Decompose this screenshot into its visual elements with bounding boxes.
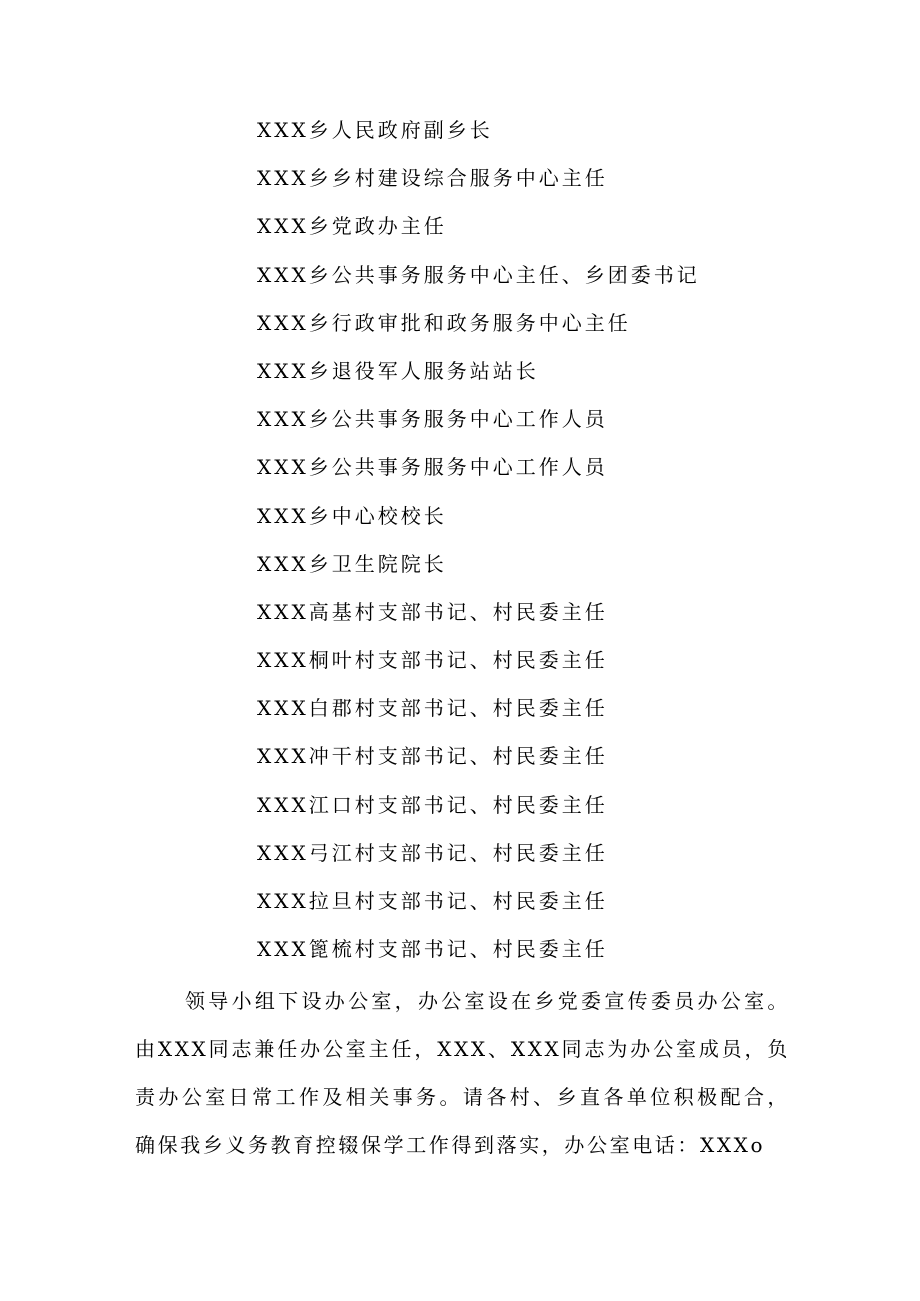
member-line: XXX乡退役军人服务站站长: [257, 358, 539, 383]
member-line: XXX乡人民政府副乡长: [257, 118, 493, 142]
member-line: XXX江口村支部书记、村民委主任: [257, 792, 608, 817]
member-line: XXX弓江村支部书记、村民委主任: [257, 840, 608, 865]
member-line: XXX桐叶村支部书记、村民委主任: [257, 648, 608, 673]
member-line: XXX乡公共事务服务中心工作人员: [257, 407, 608, 432]
member-line: XXX冲干村支部书记、村民委主任: [257, 744, 608, 769]
member-line: XXX乡行政审批和政务服务中心主任: [257, 310, 631, 335]
member-line: XXX乡卫生院院长: [257, 551, 447, 576]
member-line: XXX乡党政办主任: [257, 214, 447, 239]
member-line: XXX高基村支部书记、村民委主任: [257, 599, 608, 624]
member-line: XXX白郡村支部书记、村民委主任: [257, 696, 608, 721]
member-list: [257, 112, 700, 979]
member-line: XXX乡乡村建设综合服务中心主任: [257, 166, 608, 191]
member-line: XXX篦梳村支部书记、村民委主任: [257, 937, 608, 962]
member-line: XXX乡公共事务服务中心工作人员: [257, 455, 608, 480]
member-line: XXX乡中心校校长: [257, 503, 447, 528]
member-line: XXX乡公共事务服务中心主任、乡团委书记: [257, 262, 700, 287]
member-line: XXX拉旦村支部书记、村民委主任: [257, 889, 608, 913]
office-paragraph: 领导小组下设办公室，办公室设在乡党委宣传委员办公室。由XXX同志兼任办公室主任，XXX、XXX同志为办公室成员，负责办公室日常工作及相关事务。请各村、乡直各单位积极配合，确保我乡义务教育控辍保学工作得到落实，办公室电话：XXXo: [135, 989, 790, 1157]
